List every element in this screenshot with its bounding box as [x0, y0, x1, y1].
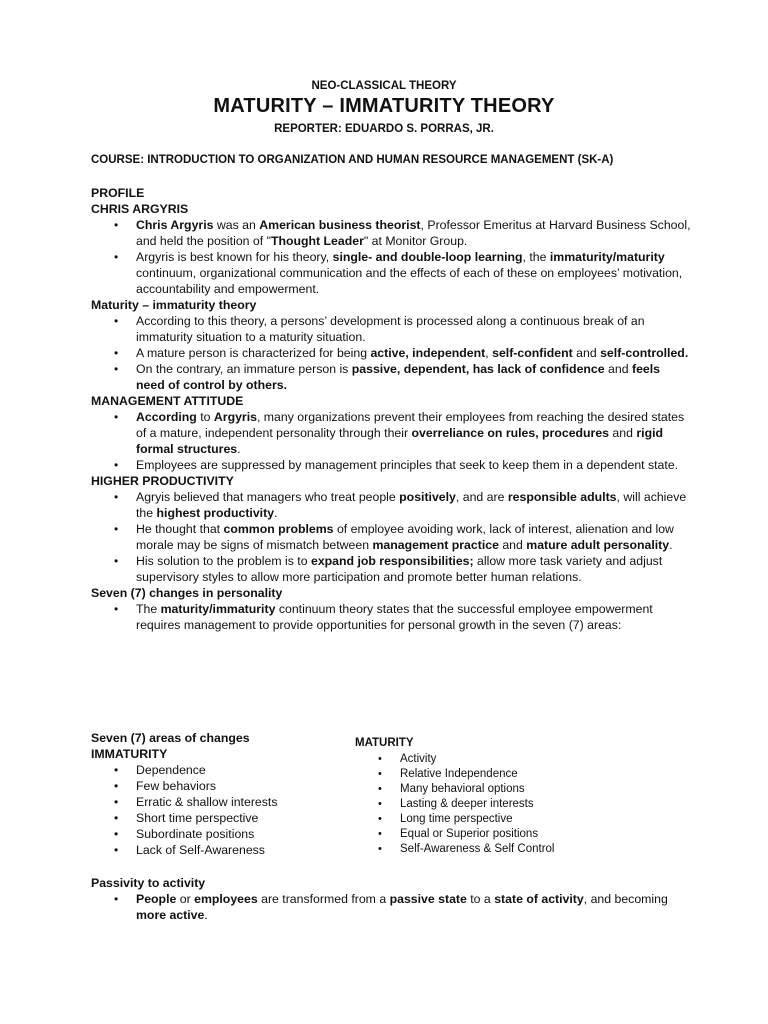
list-item: • Employees are suppressed by management principles that seek to keep them in a dependent state. — [136, 457, 691, 473]
list-item: • According to this theory, a persons’ development is processed along a continuous break of an immaturity situation to a maturity situation. — [136, 313, 691, 345]
list-item: • Few behaviors — [136, 778, 351, 794]
maturity-theory-list — [91, 313, 691, 393]
list-item: • Relative Independence — [400, 767, 615, 782]
document-title: MATURITY – IMMATURITY THEORY — [213, 95, 555, 117]
list-item: • His solution to the problem is to expand job responsibilities; allow more task variety and adjust supervisory styles to allow more participation and promote better human relations. — [136, 553, 691, 585]
document-body — [91, 185, 691, 633]
section-heading-seven-changes: Seven (7) changes in personality — [91, 586, 283, 600]
maturity-list — [355, 752, 615, 857]
section-heading-profile: PROFILE — [91, 186, 145, 200]
list-item: • Argyris is best known for his theory, single- and double-loop learning, the immaturity/maturity continuum, organizational communication and the effects of each of these on employees’ motivation, accountability and empowerment. — [136, 249, 691, 297]
list-item: • Lack of Self-Awareness — [136, 842, 351, 858]
list-item: • According to Argyris, many organizations prevent their employees from reaching the desired states of a mature, independent personality through their overreliance on rules, procedures and rigid formal structures. — [136, 409, 691, 457]
list-item: • Chris Argyris was an American business theorist, Professor Emeritus at Harvard Business School, and held the position of "Thought Leader" at Monitor Group. — [136, 217, 691, 249]
list-item: • Activity — [400, 752, 615, 767]
immaturity-heading: IMMATURITY — [91, 747, 168, 761]
list-item: • Erratic & shallow interests — [136, 794, 351, 810]
list-item: • Lasting & deeper interests — [400, 797, 615, 812]
profile-list — [91, 217, 691, 297]
list-item: • Agryis believed that managers who treat people positively, and are responsible adults, will achieve the highest productivity. — [136, 489, 691, 521]
course-line: COURSE: INTRODUCTION TO ORGANIZATION AND HUMAN RESOURCE MANAGEMENT (SK-A) — [91, 154, 614, 166]
management-attitude-list — [91, 409, 691, 473]
immaturity-column — [91, 730, 351, 858]
list-item: • Many behavioral options — [400, 782, 615, 797]
maturity-column — [355, 736, 615, 857]
list-item: • People or employees are transformed from a passive state to a state of activity, and becoming more active. — [136, 891, 691, 923]
section-subheading-chris-argyris: CHRIS ARGYRIS — [91, 202, 189, 216]
immaturity-list — [91, 762, 351, 858]
section-heading-maturity-theory: Maturity – immaturity theory — [91, 298, 257, 312]
passivity-section — [91, 875, 691, 923]
list-item: • Short time perspective — [136, 810, 351, 826]
list-item: • Self-Awareness & Self Control — [400, 842, 615, 857]
list-item: • On the contrary, an immature person is passive, dependent, has lack of confidence and feels need of control by others. — [136, 361, 691, 393]
higher-productivity-list — [91, 489, 691, 585]
list-item: • The maturity/immaturity continuum theory states that the successful employee empowerment requires management to provide opportunities for personal growth in the seven (7) areas: — [136, 601, 691, 633]
list-item: • Subordinate positions — [136, 826, 351, 842]
passivity-list — [91, 891, 691, 923]
list-item: • Equal or Superior positions — [400, 827, 615, 842]
maturity-heading: MATURITY — [355, 737, 414, 749]
list-item: • A mature person is characterized for being active, independent, self-confident and self-controlled. — [136, 345, 691, 361]
section-heading-seven-areas: Seven (7) areas of changes — [91, 731, 250, 745]
list-item: • He thought that common problems of employee avoiding work, lack of interest, alienation and low morale may be signs of mismatch between management practice and mature adult personality. — [136, 521, 691, 553]
list-item: • Long time perspective — [400, 812, 615, 827]
section-heading-higher-productivity: HIGHER PRODUCTIVITY — [91, 474, 234, 488]
list-item: • Dependence — [136, 762, 351, 778]
section-heading-management-attitude: MANAGEMENT ATTITUDE — [91, 394, 244, 408]
section-heading-passivity: Passivity to activity — [91, 876, 206, 890]
document-reporter: REPORTER: EDUARDO S. PORRAS, JR. — [274, 123, 494, 135]
document-supertitle: NEO-CLASSICAL THEORY — [311, 80, 457, 92]
seven-changes-list — [91, 601, 691, 633]
